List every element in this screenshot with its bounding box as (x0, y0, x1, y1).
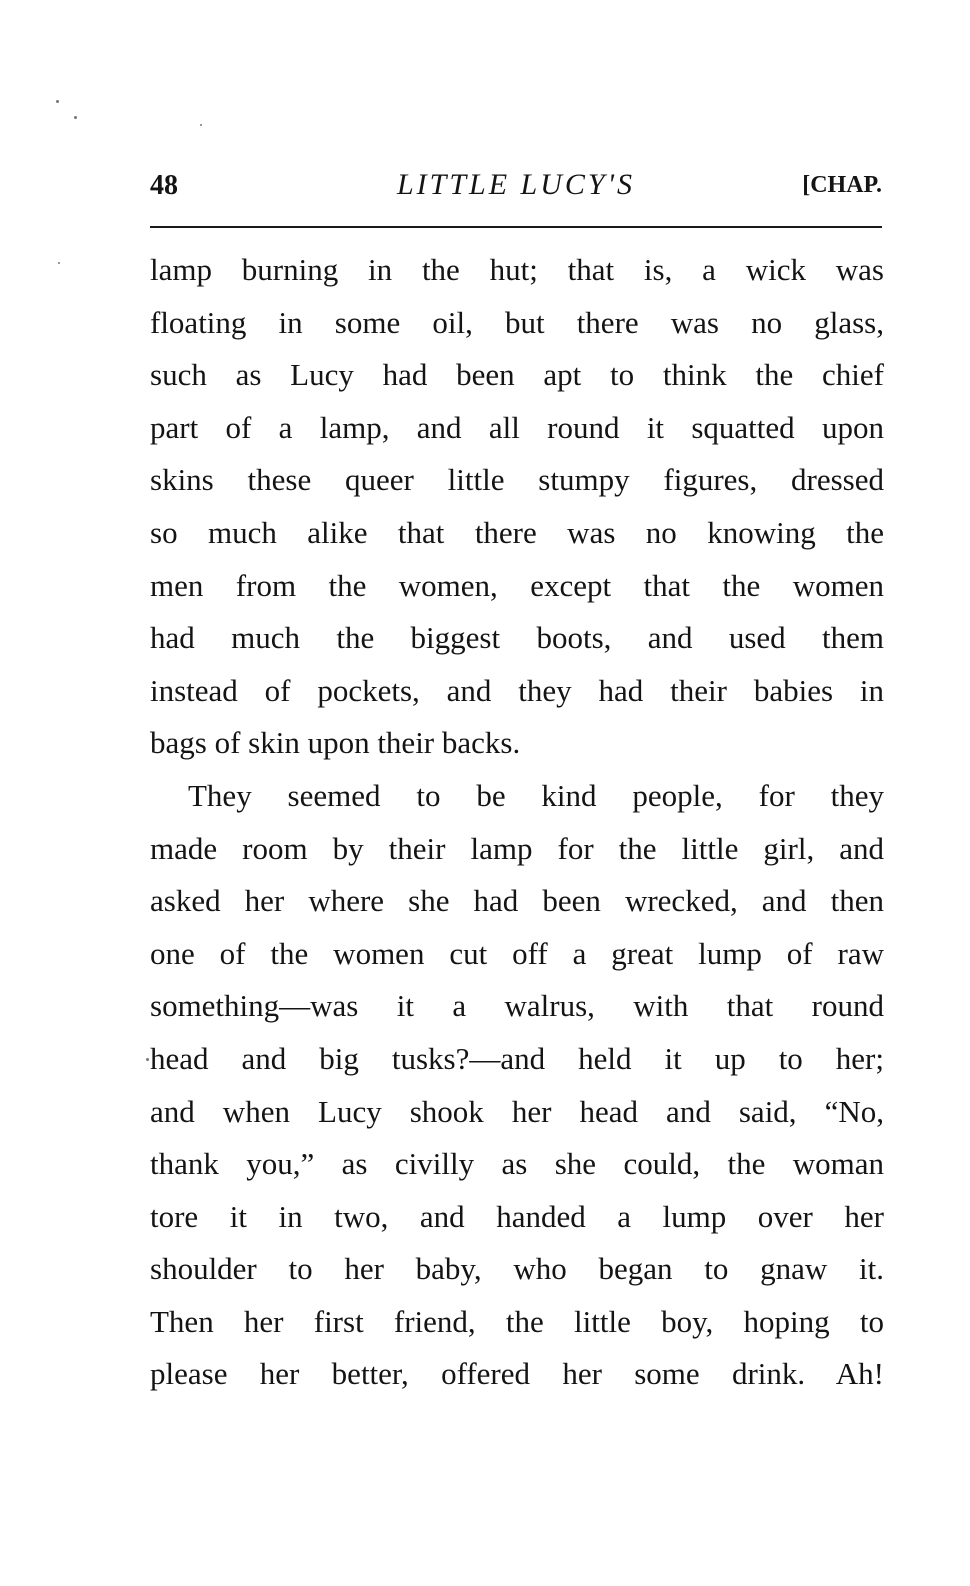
text-line: floating in some oil, but there was no glass, (150, 304, 884, 340)
text-line: They seemed to be kind people, for they (188, 777, 884, 813)
text-line: bags of skin upon their backs. (150, 725, 521, 761)
text-line: skins these queer little stumpy figures, dressed (150, 462, 884, 498)
text-line: instead of pockets, and they had their babies in (150, 672, 884, 708)
text-line: shoulder to her baby, who began to gnaw it. (150, 1251, 884, 1287)
paper-speck (58, 262, 60, 264)
text-line: and when Lucy shook her head and said, “No, (150, 1093, 884, 1129)
text-line: so much alike that there was no knowing the (150, 514, 884, 550)
header-rule (150, 226, 882, 228)
text-line: Then her first friend, the little boy, hoping to (150, 1303, 884, 1339)
text-line: one of the women cut off a great lump of raw (150, 935, 884, 971)
page-number: 48 (150, 170, 178, 201)
text-line: something—was it a walrus, with that round (150, 988, 884, 1024)
running-title: LITTLE LUCY'S (396, 168, 635, 201)
text-line: head and big tusks?—and held it up to her; (150, 1040, 884, 1076)
chapter-mark: [CHAP. (802, 172, 882, 198)
text-line: men from the women, except that the women (150, 567, 884, 603)
text-line: lamp burning in the hut; that is, a wick was (150, 252, 884, 287)
text-line: tore it in two, and handed a lump over her (150, 1198, 884, 1234)
text-line: such as Lucy had been apt to think the chief (150, 357, 884, 393)
text-line: part of a lamp, and all round it squatted upon (150, 409, 884, 445)
text-line: asked her where she had been wrecked, and then (150, 883, 884, 919)
text-line: made room by their lamp for the little girl, and (150, 830, 884, 866)
text-line: please her better, offered her some drink. Ah! (150, 1356, 884, 1392)
text-line: thank you,” as civilly as she could, the woman (150, 1146, 884, 1182)
paper-speck (200, 124, 202, 126)
paper-speck (74, 116, 77, 119)
text-line: had much the biggest boots, and used them (150, 620, 884, 656)
body-text (150, 244, 884, 1401)
paper-speck (56, 100, 59, 103)
paper-speck (146, 1058, 149, 1061)
running-header (150, 168, 882, 208)
